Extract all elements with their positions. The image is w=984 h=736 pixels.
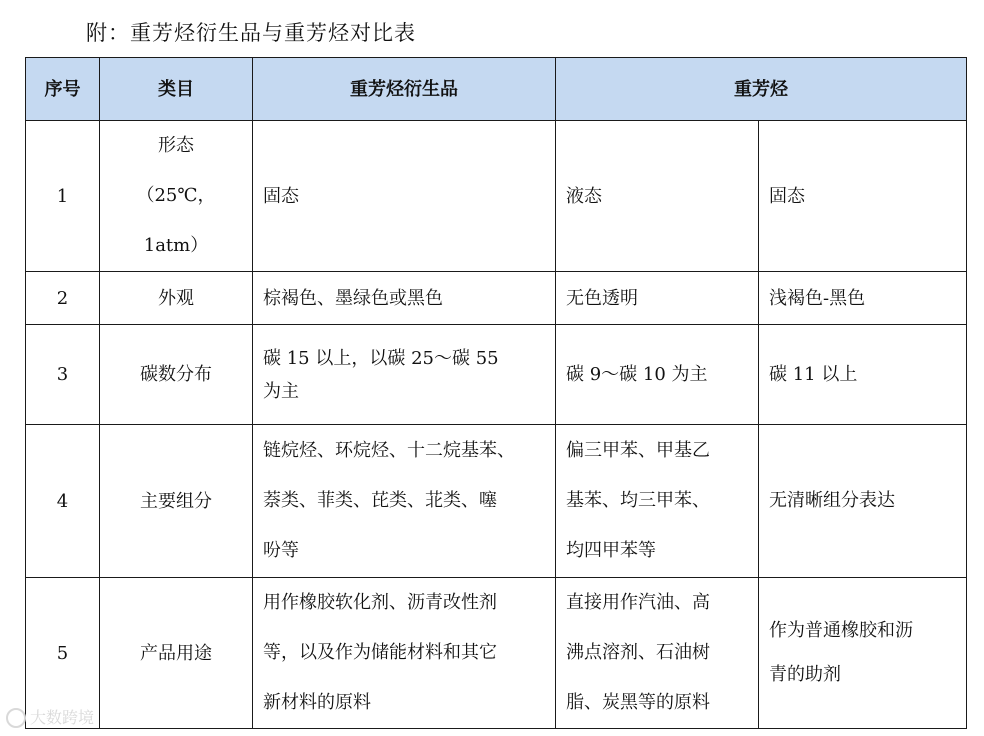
- cell-line: 液态: [566, 185, 602, 207]
- row-heavy-a: [556, 578, 759, 729]
- cell-line: 无色透明: [566, 287, 638, 309]
- header-derivative: 重芳烃衍生品: [253, 58, 556, 121]
- row-seq: 5: [26, 578, 100, 729]
- category-line: 碳数分布: [140, 364, 212, 385]
- header-heavy-aromatics: 重芳烃: [556, 58, 967, 121]
- watermark: [6, 705, 94, 729]
- page-title: 附：重芳烃衍生品与重芳烃对比表: [86, 21, 416, 45]
- category-line: 产品用途: [140, 642, 212, 664]
- header-seq: 序号: [26, 58, 100, 121]
- cell-line: 为主: [263, 380, 299, 402]
- cell-line: 棕褐色、墨绿色或黑色: [263, 287, 443, 309]
- cell-line: 直接用作汽油、高: [566, 592, 710, 613]
- category-line: 1atm）: [143, 235, 209, 256]
- row-category: [100, 425, 253, 578]
- cell-line: 用作橡胶软化剂、沥青改性剂: [263, 592, 497, 613]
- row-category: [100, 121, 253, 272]
- row-category: [100, 578, 253, 729]
- header-category: 类目: [100, 58, 253, 121]
- cell-line: 萘类、菲类、芘类、苝类、噻: [263, 490, 497, 511]
- row-seq: 1: [26, 121, 100, 272]
- cell-line: 作为普通橡胶和沥: [769, 620, 913, 641]
- table-row: [26, 425, 967, 578]
- row-seq: 4: [26, 425, 100, 578]
- table-row: [26, 325, 967, 425]
- row-derivative: [253, 272, 556, 325]
- cell-line: 青的助剂: [769, 664, 841, 685]
- cell-line: 固态: [769, 185, 805, 207]
- row-category: [100, 325, 253, 425]
- table-row: [26, 272, 967, 325]
- row-heavy-a: [556, 272, 759, 325]
- row-heavy-a: [556, 425, 759, 578]
- cell-line: 吩等: [263, 540, 299, 561]
- cell-line: 沸点溶剂、石油树: [566, 642, 710, 663]
- row-heavy-b: [759, 578, 967, 729]
- table-header-row: [26, 58, 967, 121]
- watermark-logo-icon: [6, 708, 26, 728]
- row-heavy-a: [556, 325, 759, 425]
- table-row: [26, 578, 967, 729]
- row-seq: 2: [26, 272, 100, 325]
- row-heavy-a: [556, 121, 759, 272]
- watermark-text: 大数跨境: [30, 707, 95, 727]
- cell-line: 脂、炭黑等的原料: [566, 692, 710, 713]
- cell-line: 固态: [263, 185, 299, 207]
- cell-line: 碳 9～碳 10 为主: [566, 364, 708, 385]
- row-derivative: [253, 325, 556, 425]
- category-line: （25℃，: [136, 185, 216, 206]
- row-heavy-b: [759, 325, 967, 425]
- row-derivative: [253, 121, 556, 272]
- category-line: 形态: [158, 135, 194, 156]
- cell-line: 浅褐色-黑色: [769, 287, 866, 309]
- cell-line: 碳 15 以上，以碳 25～碳 55: [263, 347, 499, 369]
- cell-line: 偏三甲苯、甲基乙: [566, 440, 710, 461]
- row-category: [100, 272, 253, 325]
- cell-line: 碳 11 以上: [769, 364, 858, 385]
- cell-line: 基苯、均三甲苯、: [566, 490, 710, 511]
- cell-line: 新材料的原料: [263, 692, 371, 713]
- table-row: [26, 121, 967, 272]
- cell-line: 均四甲苯等: [566, 540, 656, 561]
- category-line: 外观: [158, 287, 194, 309]
- row-heavy-b: [759, 425, 967, 578]
- row-seq: 3: [26, 325, 100, 425]
- cell-line: 等，以及作为储能材料和其它: [263, 642, 497, 663]
- row-derivative: [253, 578, 556, 729]
- cell-line: 无清晰组分表达: [769, 490, 895, 511]
- cell-line: 链烷烃、环烷烃、十二烷基苯、: [263, 440, 515, 461]
- row-heavy-b: [759, 121, 967, 272]
- row-heavy-b: [759, 272, 967, 325]
- category-line: 主要组分: [140, 490, 212, 512]
- comparison-table: [25, 57, 967, 729]
- row-derivative: [253, 425, 556, 578]
